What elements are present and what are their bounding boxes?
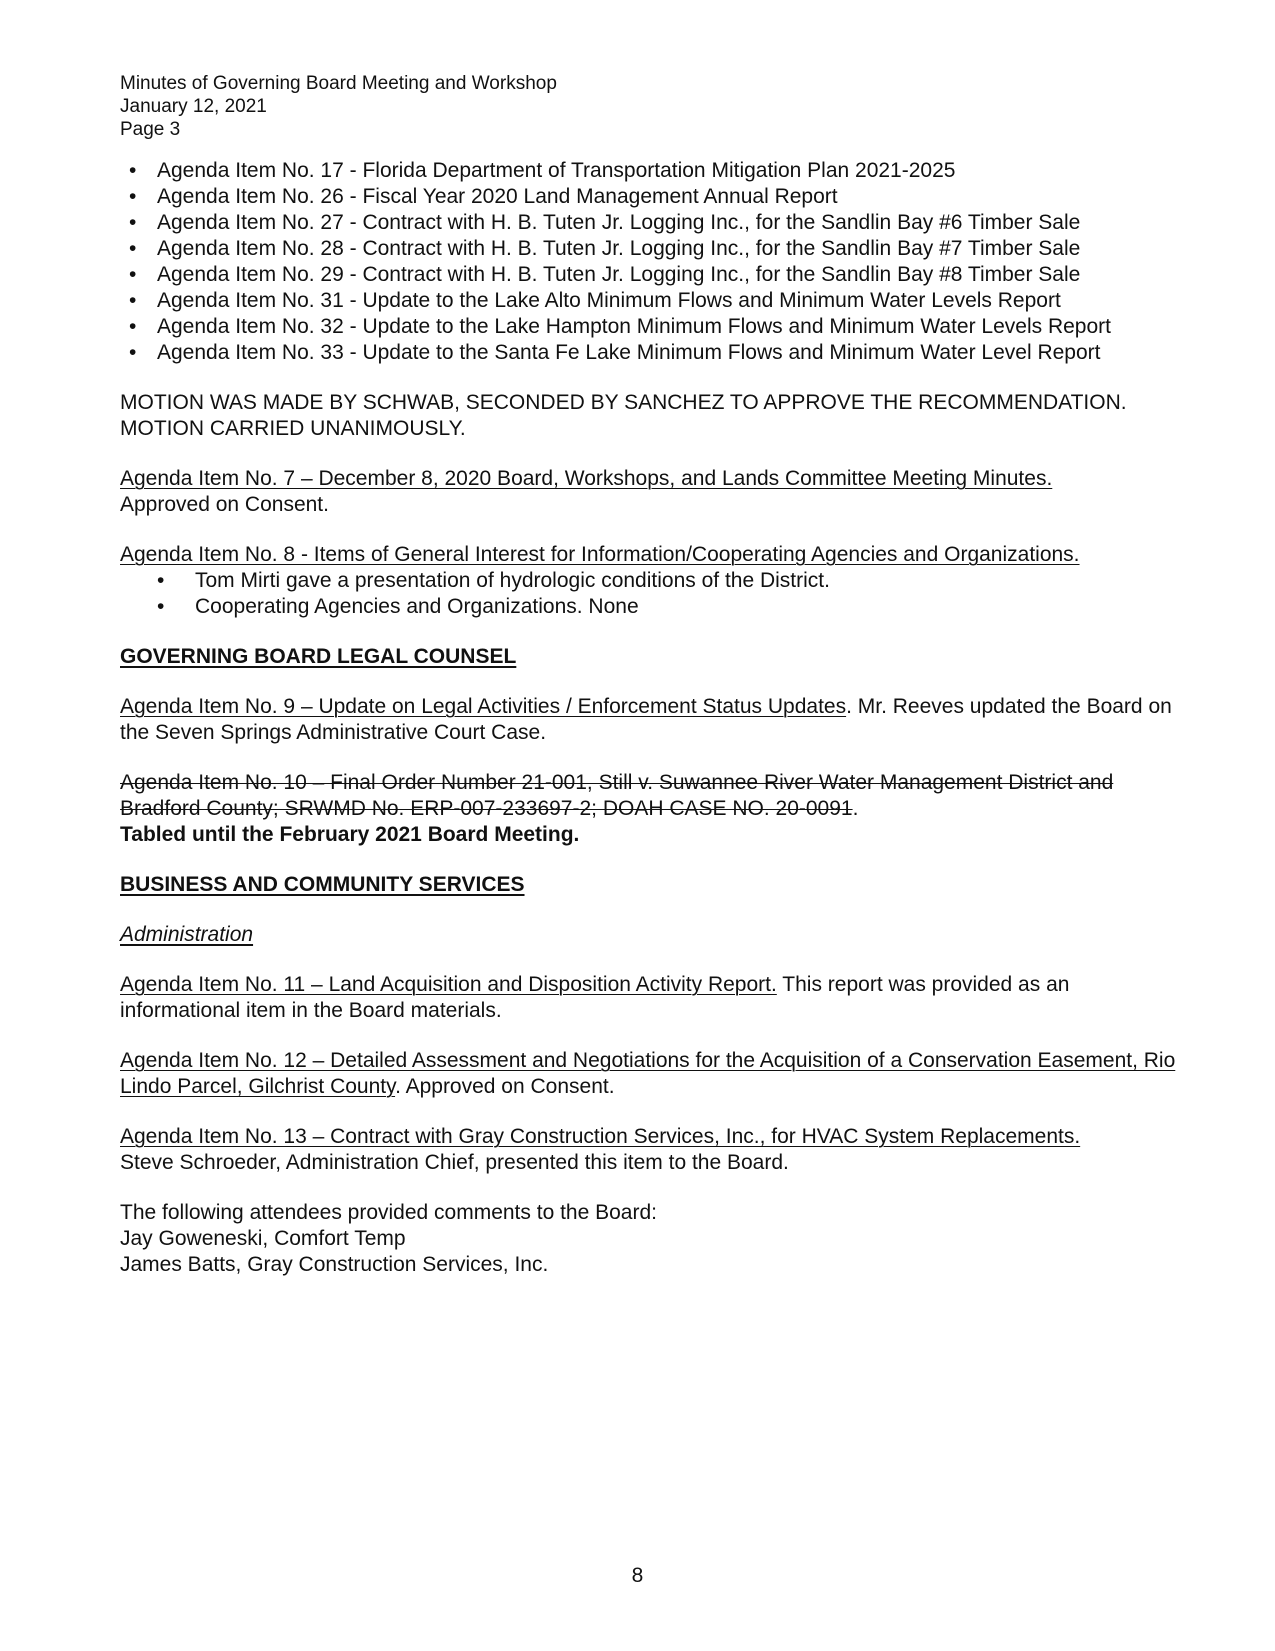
agenda-item-7	[120, 466, 1180, 518]
section-heading-legal: GOVERNING BOARD LEGAL COUNSEL	[120, 645, 517, 668]
list-item: • Cooperating Agencies and Organizations. None	[120, 594, 1180, 620]
subsection-heading-administration: Administration	[120, 923, 254, 946]
document-page	[120, 72, 1180, 1278]
list-item: • Agenda Item No. 33 - Update to the Santa Fe Lake Minimum Flows and Minimum Water Level Report	[120, 340, 1180, 366]
list-item: • Tom Mirti gave a presentation of hydrologic conditions of the District.	[120, 568, 1180, 594]
attendees-block	[120, 1200, 1180, 1278]
agenda-item-title: Agenda Item No. 13 – Contract with Gray Construction Services, Inc., for HVAC System Replacements.	[120, 1125, 1081, 1148]
list-item: • Agenda Item No. 28 - Contract with H. B. Tuten Jr. Logging Inc., for the Sandlin Bay #7 Timber Sale	[120, 236, 1180, 262]
attendee-entry: James Batts, Gray Construction Services, Inc.	[120, 1253, 549, 1276]
agenda-item-8	[120, 542, 1180, 620]
agenda-item-12	[120, 1048, 1180, 1100]
attendees-intro: The following attendees provided comments to the Board:	[120, 1201, 657, 1224]
agenda-item-title: Agenda Item No. 9 – Update on Legal Activities / Enforcement Status Updates	[120, 695, 847, 718]
attendee-entry: Jay Goweneski, Comfort Temp	[120, 1227, 406, 1250]
agenda-item-period: .	[852, 797, 859, 820]
header-date: January 12, 2021	[120, 96, 267, 117]
agenda-item-10	[120, 770, 1180, 848]
page-number: 8	[631, 1564, 644, 1587]
list-item: • Agenda Item No. 31 - Update to the Lake Alto Minimum Flows and Minimum Water Levels Report	[120, 288, 1180, 314]
item-8-bullets	[120, 568, 1180, 620]
agenda-item-13	[120, 1124, 1180, 1176]
page-header	[120, 72, 1180, 141]
agenda-item-title: Agenda Item No. 8 - Items of General Interest for Information/Cooperating Agencies and Organizations.	[120, 543, 1080, 566]
agenda-item-title: Agenda Item No. 7 – December 8, 2020 Board, Workshops, and Lands Committee Meeting Minutes.	[120, 467, 1053, 490]
agenda-item-9	[120, 694, 1180, 746]
agenda-item-note: Tabled until the February 2021 Board Meeting.	[120, 823, 580, 846]
agenda-item-text: . Mr. Reeves updated the Board on the Seven Springs Administrative Court Case.	[120, 695, 1172, 744]
section-heading-business: BUSINESS AND COMMUNITY SERVICES	[120, 873, 525, 896]
agenda-item-title: Agenda Item No. 11 – Land Acquisition and Disposition Activity Report.	[120, 973, 777, 996]
list-item: • Agenda Item No. 29 - Contract with H. B. Tuten Jr. Logging Inc., for the Sandlin Bay #8 Timber Sale	[120, 262, 1180, 288]
agenda-item-text: . Approved on Consent.	[395, 1075, 615, 1098]
agenda-item-title: Agenda Item No. 12 – Detailed Assessment and Negotiations for the Acquisition of a Conservation Easement, Rio Lindo Parcel, Gilchrist County	[120, 1049, 1176, 1098]
motion-text: MOTION WAS MADE BY SCHWAB, SECONDED BY SANCHEZ TO APPROVE THE RECOMMENDATION. MOTION CARRIED UNANIMOUSLY.	[120, 391, 1127, 440]
header-page: Page 3	[120, 119, 181, 140]
agenda-item-title-struck: Agenda Item No. 10 – Final Order Number 21-001, Still v. Suwannee River Water Management District and Bradford County; SRWMD No. ERP-007-233697-2; DOAH CASE NO. 20-0091	[120, 771, 1114, 820]
list-item: • Agenda Item No. 27 - Contract with H. B. Tuten Jr. Logging Inc., for the Sandlin Bay #6 Timber Sale	[120, 210, 1180, 236]
consent-items-list	[120, 158, 1180, 366]
agenda-item-text: Approved on Consent.	[120, 493, 329, 516]
list-item: • Agenda Item No. 17 - Florida Department of Transportation Mitigation Plan 2021-2025	[120, 158, 1180, 184]
agenda-item-text: Steve Schroeder, Administration Chief, presented this item to the Board.	[120, 1151, 789, 1174]
agenda-item-11	[120, 972, 1180, 1024]
header-title: Minutes of Governing Board Meeting and Workshop	[120, 73, 557, 94]
agenda-item-text: This report was provided as an informational item in the Board materials.	[120, 973, 1070, 1022]
list-item: • Agenda Item No. 32 - Update to the Lake Hampton Minimum Flows and Minimum Water Levels Report	[120, 314, 1180, 340]
list-item: • Agenda Item No. 26 - Fiscal Year 2020 Land Management Annual Report	[120, 184, 1180, 210]
